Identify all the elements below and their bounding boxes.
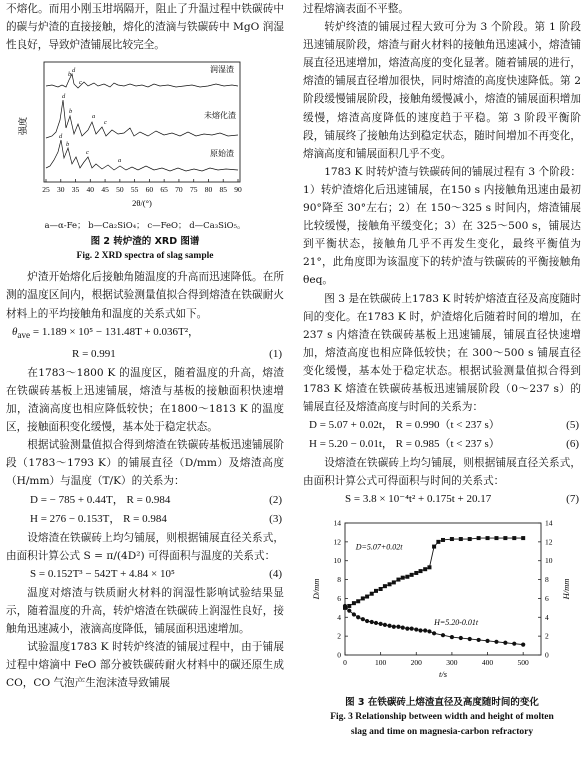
eq6-expression: H = 5.20 − 0.01t， R = 0.985（t < 237 s） — [309, 438, 500, 451]
xrd-x-ticks — [42, 179, 242, 194]
equation-4 — [6, 565, 284, 584]
right-column — [303, 0, 581, 740]
data-point-d — [414, 571, 418, 575]
data-point-d — [432, 545, 436, 549]
xrd-chart — [6, 60, 284, 210]
xrd-x-tick-label: 60 — [145, 185, 154, 195]
equation-5 — [303, 416, 581, 435]
xrd-x-tick-label: 35 — [71, 185, 80, 195]
svg-text:d: d — [59, 133, 63, 141]
xrd-x-tick-label: 45 — [101, 185, 109, 195]
data-point-h — [361, 617, 365, 621]
y2-tick-label: 10 — [545, 556, 553, 566]
figure-3-caption-en-2: slag and time on magnesia-carbon refractory — [350, 727, 534, 738]
y-tick-label: 4 — [337, 613, 341, 623]
data-point-d — [383, 585, 387, 589]
data-point-h — [379, 622, 383, 626]
eq3-expression: H = 276 − 0.153T， R = 0.984 — [30, 512, 167, 525]
data-point-d — [450, 537, 454, 541]
eq1-expression: = 1.189 × 10⁵ − 131.48T + 0.036T²， — [30, 325, 200, 338]
xrd-x-tick-label: 70 — [175, 185, 183, 195]
eq1-theta: θ — [12, 325, 18, 338]
y2-tick-label: 12 — [545, 537, 553, 547]
equation-7 — [303, 490, 581, 509]
figure-2-caption-en: Fig. 2 XRD spectra of slag sample — [76, 251, 214, 262]
y2-tick-label: 8 — [545, 575, 549, 585]
data-point-d — [410, 573, 414, 577]
equation-6 — [303, 435, 581, 454]
data-point-d — [405, 575, 409, 579]
data-point-d — [423, 568, 427, 572]
paragraph-figure-3-desc: 图 3 是在铁碳砖上1783 K 时转炉熔渣直径及高度随时间的变化。在1783 K 时，炉渣熔化后随着时间的增加，在 237 s 内熔渣在铁碳砖基板上迅速铺展，铺展直径快速增加，熔渣高度也相应降低较快；在 300～500 s 铺展直径变化缓慢，基本处于稳定状态。根据试验测量值拟合得到1783 K 熔渣在铁碳砖基板迅速铺展阶段（0～237 s）的铺展直径及熔渣高度与时间的关系为： — [303, 292, 581, 414]
x-tick-label: 100 — [375, 658, 387, 668]
data-point-h — [405, 627, 409, 631]
spreading-marks — [343, 536, 525, 647]
x-tick-label: 300 — [446, 658, 458, 668]
chart-y2label: H/mm — [561, 578, 571, 600]
x-tick-label: 0 — [343, 658, 347, 668]
data-point-d — [396, 578, 400, 582]
figure-3-caption-en-1: Fig. 3 Relationship between width and height of molten — [330, 712, 554, 723]
paragraph-spreading-1783: 试验温度1783 K 时转炉终渣的铺展过程中，由于铺展过程中熔滴中 FeO 部分被铁碳砖耐火材料中的碳还原生成 CO，CO 气泡产生泡沫渣导致铺展 — [6, 640, 284, 690]
data-point-d — [374, 589, 378, 593]
xrd-x-tick-label: 55 — [130, 185, 139, 195]
paragraph-intro: 不熔化。而用小刚玉坩埚隔开，阻止了升温过程中铁碳砖中的碳与炉渣的直接接触，熔化的渣滴与铁碳砖中 MgO 润湿性良好，导致炉渣铺展比较完全。 — [6, 3, 284, 52]
data-point-d — [365, 595, 369, 599]
paragraph-1783k-stages: 1783 K 时转炉渣与铁碳砖间的铺展过程有 3 个阶段：1）转炉渣熔化后迅速铺展，在150 s 内接触角迅速由最初 90°降至 30°左右；2）在 150～325 s 时间内，熔渣铺展比较缓慢，接触角平缓变化；3）在 325～500 s，铺展达到平衡状态，接触角几乎不再发生变化，最终平衡值为 21°，此角度即为该温度下的转炉渣与铁碳砖的平衡接触角 θeq。 — [303, 165, 581, 287]
figure-2-caption-cn: 图 2 转炉渣的 XRD 图谱 — [90, 236, 200, 248]
spreading-chart — [303, 515, 581, 685]
xrd-x-tick-label: 40 — [86, 185, 95, 195]
data-point-h — [485, 639, 489, 643]
chart-ylabel: D/mm — [311, 578, 321, 600]
paragraph-three-stages: 转炉终渣的铺展过程大致可分为 3 个阶段。第 1 阶段迅速铺展阶段，熔渣与耐火材料的接触角迅速减小，熔渣铺展直径迅速增加，熔渣高度的变化显著。随着铺展的进行，熔渣的铺展直径增加很快，同时熔渣的高度快速降低。第 2 阶段缓慢铺展阶段，接触角缓慢减小，熔渣的铺展面积增加缓慢，熔渣高度降低的速度趋于平稳。第 3 阶段平衡阶段，铺展终了接触角达到稳定状态，随时间增加不再变化，熔滴高度和铺展面积几乎不变。 — [303, 21, 581, 160]
paragraph-area-time: 设熔渣在铁碳砖上均匀铺展，则根据铺展直径关系式，由面积计算公式可得面积与时间的关系式： — [303, 457, 581, 488]
figure-3-caption-cn: 图 3 在铁碳砖上熔渣直径及高度随时间的变化 — [345, 697, 539, 709]
equation-3 — [6, 510, 284, 529]
data-point-h — [396, 625, 400, 629]
xrd-label-original: 原始渣 — [210, 149, 234, 159]
eq3-number: (3) — [269, 512, 282, 525]
svg-text:b: b — [69, 108, 73, 116]
xrd-x-tick-label: 25 — [42, 185, 50, 195]
data-point-d — [419, 569, 423, 573]
paragraph-area-relation: 设熔渣在铁碳砖上均匀铺展，则根据铺展直径关系式，由面积计算公式 S = π/(4D²) 可得面积与温度的关系式： — [6, 531, 284, 562]
xrd-x-tick-label: 30 — [57, 185, 65, 195]
data-point-h — [374, 621, 378, 625]
y-tick-label: 8 — [337, 575, 341, 585]
data-point-d — [494, 536, 498, 540]
data-point-h — [392, 625, 396, 629]
x-tick-label: 500 — [517, 658, 529, 668]
data-point-h — [423, 629, 427, 633]
y-tick-label: 6 — [337, 594, 341, 604]
data-point-h — [503, 641, 507, 645]
xrd-x-tick-label: 50 — [116, 185, 124, 195]
data-point-d — [388, 583, 392, 587]
svg-text:c: c — [79, 79, 82, 87]
data-point-d — [503, 536, 507, 540]
paragraph-fit-relation: 根据试验测量值拟合得到熔渣在铁碳砖基板迅速铺展阶段（1783～1793 K）的铺展直径（D/mm）及熔渣高度（H/mm）与温度（T/K）的关系为： — [6, 439, 284, 488]
equation-1 — [6, 323, 284, 345]
xrd-x-tick-label: 75 — [189, 185, 198, 195]
xrd-x-tick-label: 85 — [219, 185, 227, 195]
data-point-h — [352, 613, 356, 617]
data-point-h — [459, 636, 463, 640]
y-tick-label: 12 — [333, 537, 341, 547]
eq1-r-value: R = 0.991 — [72, 347, 116, 360]
data-point-d — [441, 538, 445, 542]
data-point-h — [365, 619, 369, 623]
eq4-expression: S = 0.152T³ − 542T + 4.84 × 10⁵ — [30, 567, 175, 580]
eq6-number: (6) — [566, 438, 579, 451]
eq7-number: (7) — [566, 493, 579, 506]
svg-text:b: b — [66, 141, 70, 149]
y-tick-label: 2 — [337, 631, 341, 641]
eq7-expression: S = 3.8 × 10⁻⁴t² + 0.175t + 20.17 — [345, 493, 492, 506]
paragraph-wettability: 温度对熔渣与铁质耐火材料的润湿性影响试验结果显示，随着温度的升高，转炉熔渣在铁碳砖上润湿性良好，接触角迅速减小，液滴高度降低，铺展面积迅速增加。 — [6, 586, 284, 635]
data-point-h — [401, 626, 405, 630]
data-point-d — [352, 601, 356, 605]
eq5-number: (5) — [566, 419, 579, 432]
xrd-x-tick-label: 80 — [204, 185, 213, 195]
data-point-d — [512, 536, 516, 540]
data-point-h — [494, 640, 498, 644]
data-point-h — [383, 623, 387, 627]
data-point-h — [387, 624, 391, 628]
data-point-d — [401, 576, 405, 580]
data-point-h — [410, 627, 414, 631]
xrd-label-wetted: 润湿渣 — [210, 65, 234, 75]
data-point-d — [379, 587, 383, 591]
eq2-number: (2) — [269, 493, 282, 506]
data-point-h — [347, 609, 351, 613]
paragraph-continued: 过程熔滴表面不平整。 — [303, 3, 409, 15]
svg-text:d: d — [72, 67, 76, 75]
eq5-expression: D = 5.07 + 0.02t， R = 0.990（t < 237 s） — [309, 419, 500, 432]
equation-1-r — [6, 345, 284, 364]
svg-text:d: d — [62, 93, 66, 101]
xrd-xlabel: 2θ/(°) — [132, 198, 152, 209]
y2-tick-label: 14 — [545, 518, 553, 528]
figure-3 — [303, 515, 581, 740]
equation-2 — [6, 491, 284, 510]
data-point-d — [427, 566, 431, 570]
data-point-d — [392, 581, 396, 585]
y2-tick-label: 6 — [545, 594, 549, 604]
figure-2 — [6, 60, 284, 264]
figure-2-legend: a—α-Fe； b—Ca₂SiO₄； c—FeO； d—Ca₃SiO₅。 — [44, 221, 246, 232]
data-point-h — [450, 635, 454, 639]
data-point-h — [427, 630, 431, 634]
data-point-h — [521, 643, 525, 647]
x-tick-label: 200 — [410, 658, 422, 668]
svg-text:c: c — [104, 119, 107, 127]
data-point-d — [459, 537, 463, 541]
svg-text:c: c — [86, 149, 89, 157]
xrd-label-unmelted: 未熔化渣 — [204, 111, 236, 121]
data-point-d — [486, 536, 490, 540]
data-point-d — [477, 536, 481, 540]
data-point-h — [414, 628, 418, 632]
data-point-h — [418, 629, 422, 633]
data-point-h — [468, 637, 472, 641]
xrd-x-tick-label: 90 — [234, 185, 242, 195]
data-point-d — [361, 597, 365, 601]
data-point-d — [468, 537, 472, 541]
svg-text:b: b — [68, 71, 72, 79]
eq1-number: (1) — [269, 347, 282, 360]
y-tick-label: 14 — [333, 518, 341, 528]
data-point-h — [477, 638, 481, 642]
xrd-trace-wetted — [46, 74, 238, 88]
eq4-number: (4) — [269, 567, 282, 580]
paragraph-temperature-range: 在1783～1800 K 的温度区，随着温度的升高，熔渣在铁碳砖基板上迅速铺展，熔渣与基板的接触面积快速增加，渣滴高度也相应降低较快；在1800～1813 K 的温度区，接触面积变化缓慢，基本处于稳定状态。 — [6, 366, 284, 434]
data-point-h — [356, 616, 360, 620]
data-point-h — [512, 642, 516, 646]
annotation-h: H=5.20-0.01t — [434, 618, 479, 628]
data-point-h — [441, 633, 445, 637]
data-point-h — [432, 632, 436, 636]
paragraph-contact-angle: 炉渣开始熔化后接触角随温度的升高而迅速降低。在所测的温度区间内，根据试验测量值拟合得到熔渣在铁碳耐火材料上的平均接触角和温度的关系式如下。 — [6, 271, 284, 320]
svg-text:a: a — [92, 113, 96, 121]
data-point-d — [521, 536, 525, 540]
data-point-h — [343, 604, 347, 608]
y-tick-label: 0 — [337, 650, 341, 660]
y2-tick-label: 4 — [545, 613, 549, 623]
y2-tick-label: 0 — [545, 650, 549, 660]
eq1-sub: ave — [17, 329, 31, 340]
data-point-d — [356, 600, 360, 604]
x-tick-label: 400 — [481, 658, 494, 668]
data-point-d — [370, 592, 374, 596]
y2-tick-label: 2 — [545, 631, 549, 641]
svg-text:a: a — [118, 157, 122, 165]
data-point-h — [370, 620, 374, 624]
eq2-expression: D = − 785 + 0.44T， R = 0.984 — [30, 493, 171, 506]
xrd-ylabel: 强度 — [19, 117, 29, 136]
y-tick-label: 10 — [333, 556, 341, 566]
data-point-d — [347, 604, 351, 608]
chart-xlabel: t/s — [438, 669, 448, 680]
annotation-d: D=5.07+0.02t — [355, 542, 403, 552]
left-column — [6, 0, 284, 692]
data-point-d — [436, 540, 440, 544]
xrd-x-tick-label: 65 — [160, 185, 168, 195]
